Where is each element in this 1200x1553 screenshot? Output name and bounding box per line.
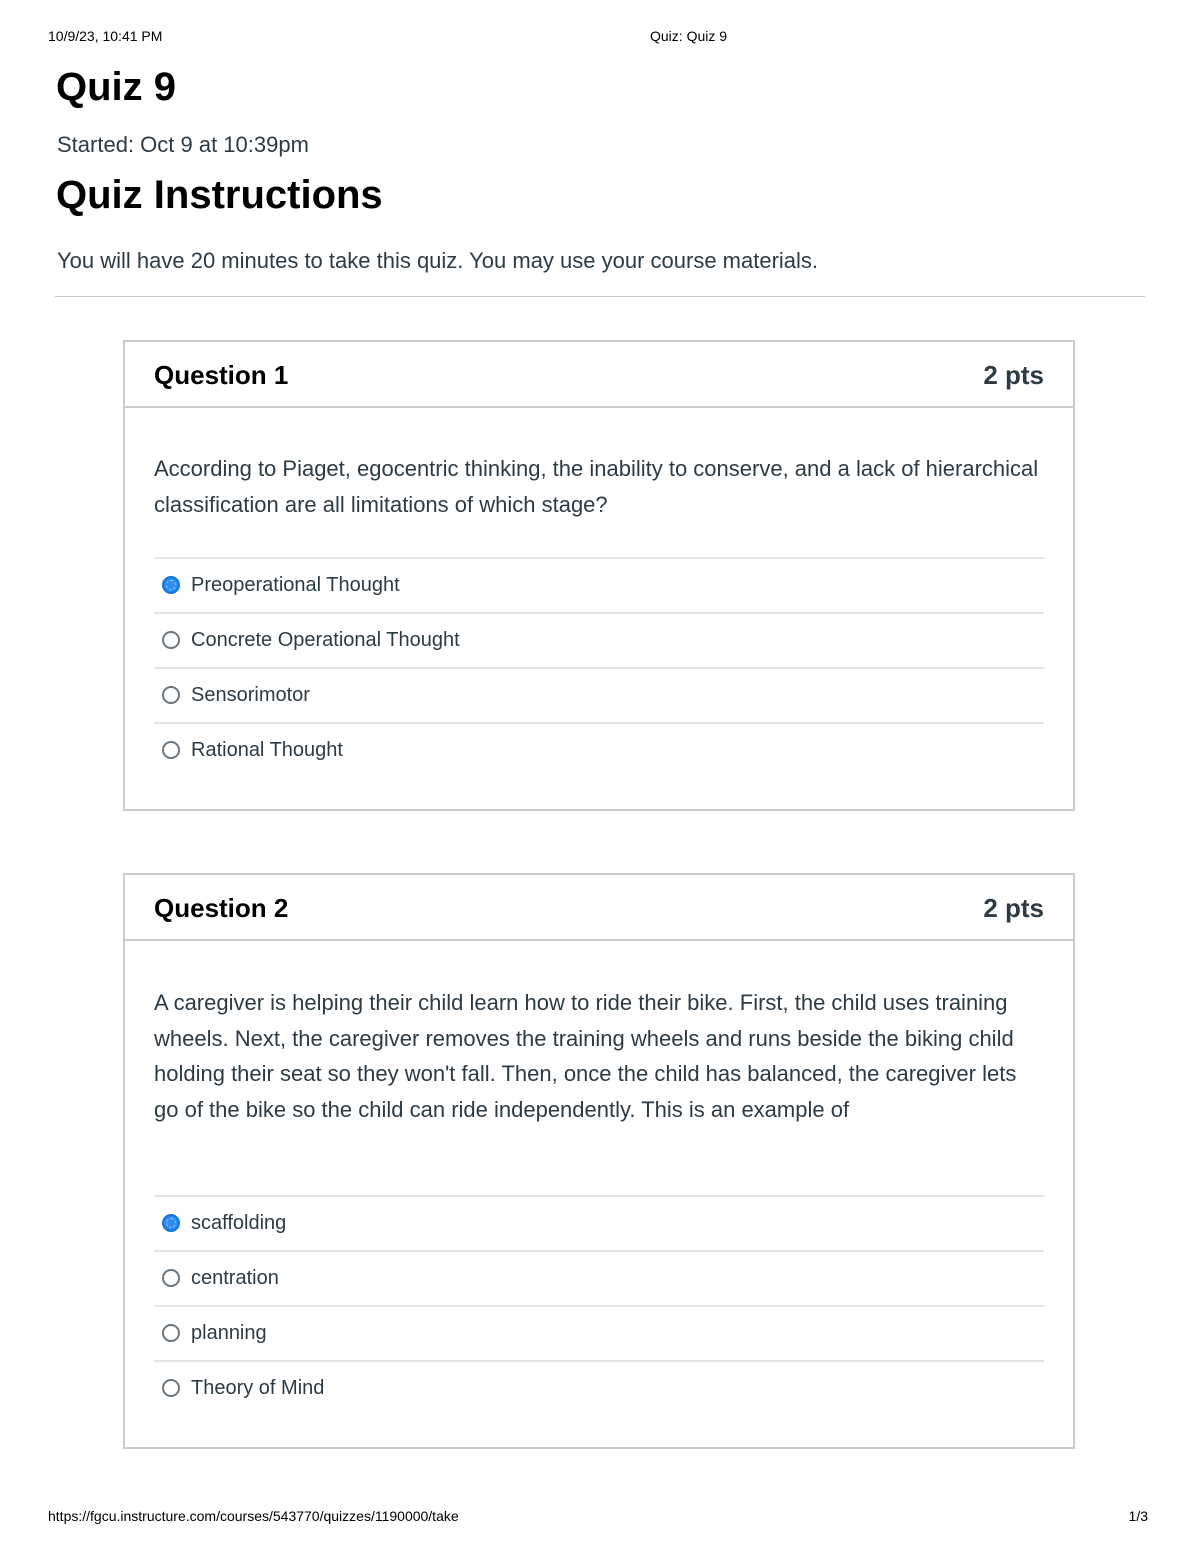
- quiz-started-time: Started: Oct 9 at 10:39pm: [57, 132, 309, 157]
- answer-label[interactable]: Theory of Mind: [191, 1377, 325, 1399]
- question-header: [125, 875, 1073, 941]
- page-title: Quiz 9: [56, 65, 177, 109]
- radio-unselected-icon[interactable]: [162, 741, 180, 759]
- radio-unselected-icon[interactable]: [162, 631, 180, 649]
- question-card-2: [123, 873, 1075, 1449]
- radio-unselected-icon[interactable]: [162, 1379, 180, 1397]
- question-header: [125, 342, 1073, 408]
- answer-label[interactable]: planning: [191, 1322, 267, 1344]
- question-title: Question 2: [154, 893, 289, 923]
- answer-option[interactable]: [154, 557, 1044, 612]
- radio-unselected-icon[interactable]: [162, 1324, 180, 1342]
- answer-list: [154, 1195, 1044, 1415]
- radio-unselected-icon[interactable]: [162, 686, 180, 704]
- answer-option[interactable]: [154, 1305, 1044, 1360]
- answer-option[interactable]: [154, 1250, 1044, 1305]
- divider: [55, 296, 1145, 297]
- instructions-heading: Quiz Instructions: [56, 173, 383, 217]
- answer-label[interactable]: scaffolding: [191, 1212, 287, 1234]
- radio-unselected-icon[interactable]: [162, 1269, 180, 1287]
- print-footer: [48, 1508, 1152, 1528]
- question-points: 2 pts: [983, 893, 1044, 923]
- radio-selected-icon[interactable]: [162, 1214, 180, 1232]
- answer-option[interactable]: [154, 1360, 1044, 1415]
- answer-label[interactable]: Concrete Operational Thought: [191, 629, 460, 651]
- question-text: A caregiver is helping their child learn how to ride their bike. First, the child uses training wheels. Next, the caregiver removes the training wheels and runs beside the biking child holding their seat so they won't fall. Then, once the child has balanced, the caregiver lets go of the bike so the child can ride independently. This is an example of: [154, 990, 1017, 1122]
- answer-list: [154, 557, 1044, 777]
- question-title: Question 1: [154, 360, 289, 390]
- answer-label[interactable]: Sensorimotor: [191, 684, 310, 706]
- question-body: [154, 985, 1044, 1127]
- answer-label[interactable]: centration: [191, 1267, 279, 1289]
- question-body: [154, 451, 1044, 522]
- answer-label[interactable]: Preoperational Thought: [191, 574, 400, 596]
- print-doc-title: Quiz: Quiz 9: [650, 28, 728, 44]
- print-header: [48, 28, 1152, 48]
- answer-option[interactable]: [154, 612, 1044, 667]
- print-timestamp: 10/9/23, 10:41 PM: [48, 28, 163, 44]
- radio-selected-icon[interactable]: [162, 576, 180, 594]
- question-text: According to Piaget, egocentric thinking, the inability to conserve, and a lack of hierarchical classification are all limitations of which stage?: [154, 456, 1039, 517]
- question-points: 2 pts: [983, 360, 1044, 390]
- instructions-text: You will have 20 minutes to take this quiz. You may use your course materials.: [57, 248, 819, 273]
- print-url: https://fgcu.instructure.com/courses/543770/quizzes/1190000/take: [48, 1508, 459, 1524]
- print-page-number: 1/3: [1128, 1508, 1148, 1524]
- question-card-1: [123, 340, 1075, 811]
- answer-option[interactable]: [154, 722, 1044, 777]
- answer-option[interactable]: [154, 667, 1044, 722]
- answer-label[interactable]: Rational Thought: [191, 739, 343, 761]
- answer-option[interactable]: [154, 1195, 1044, 1250]
